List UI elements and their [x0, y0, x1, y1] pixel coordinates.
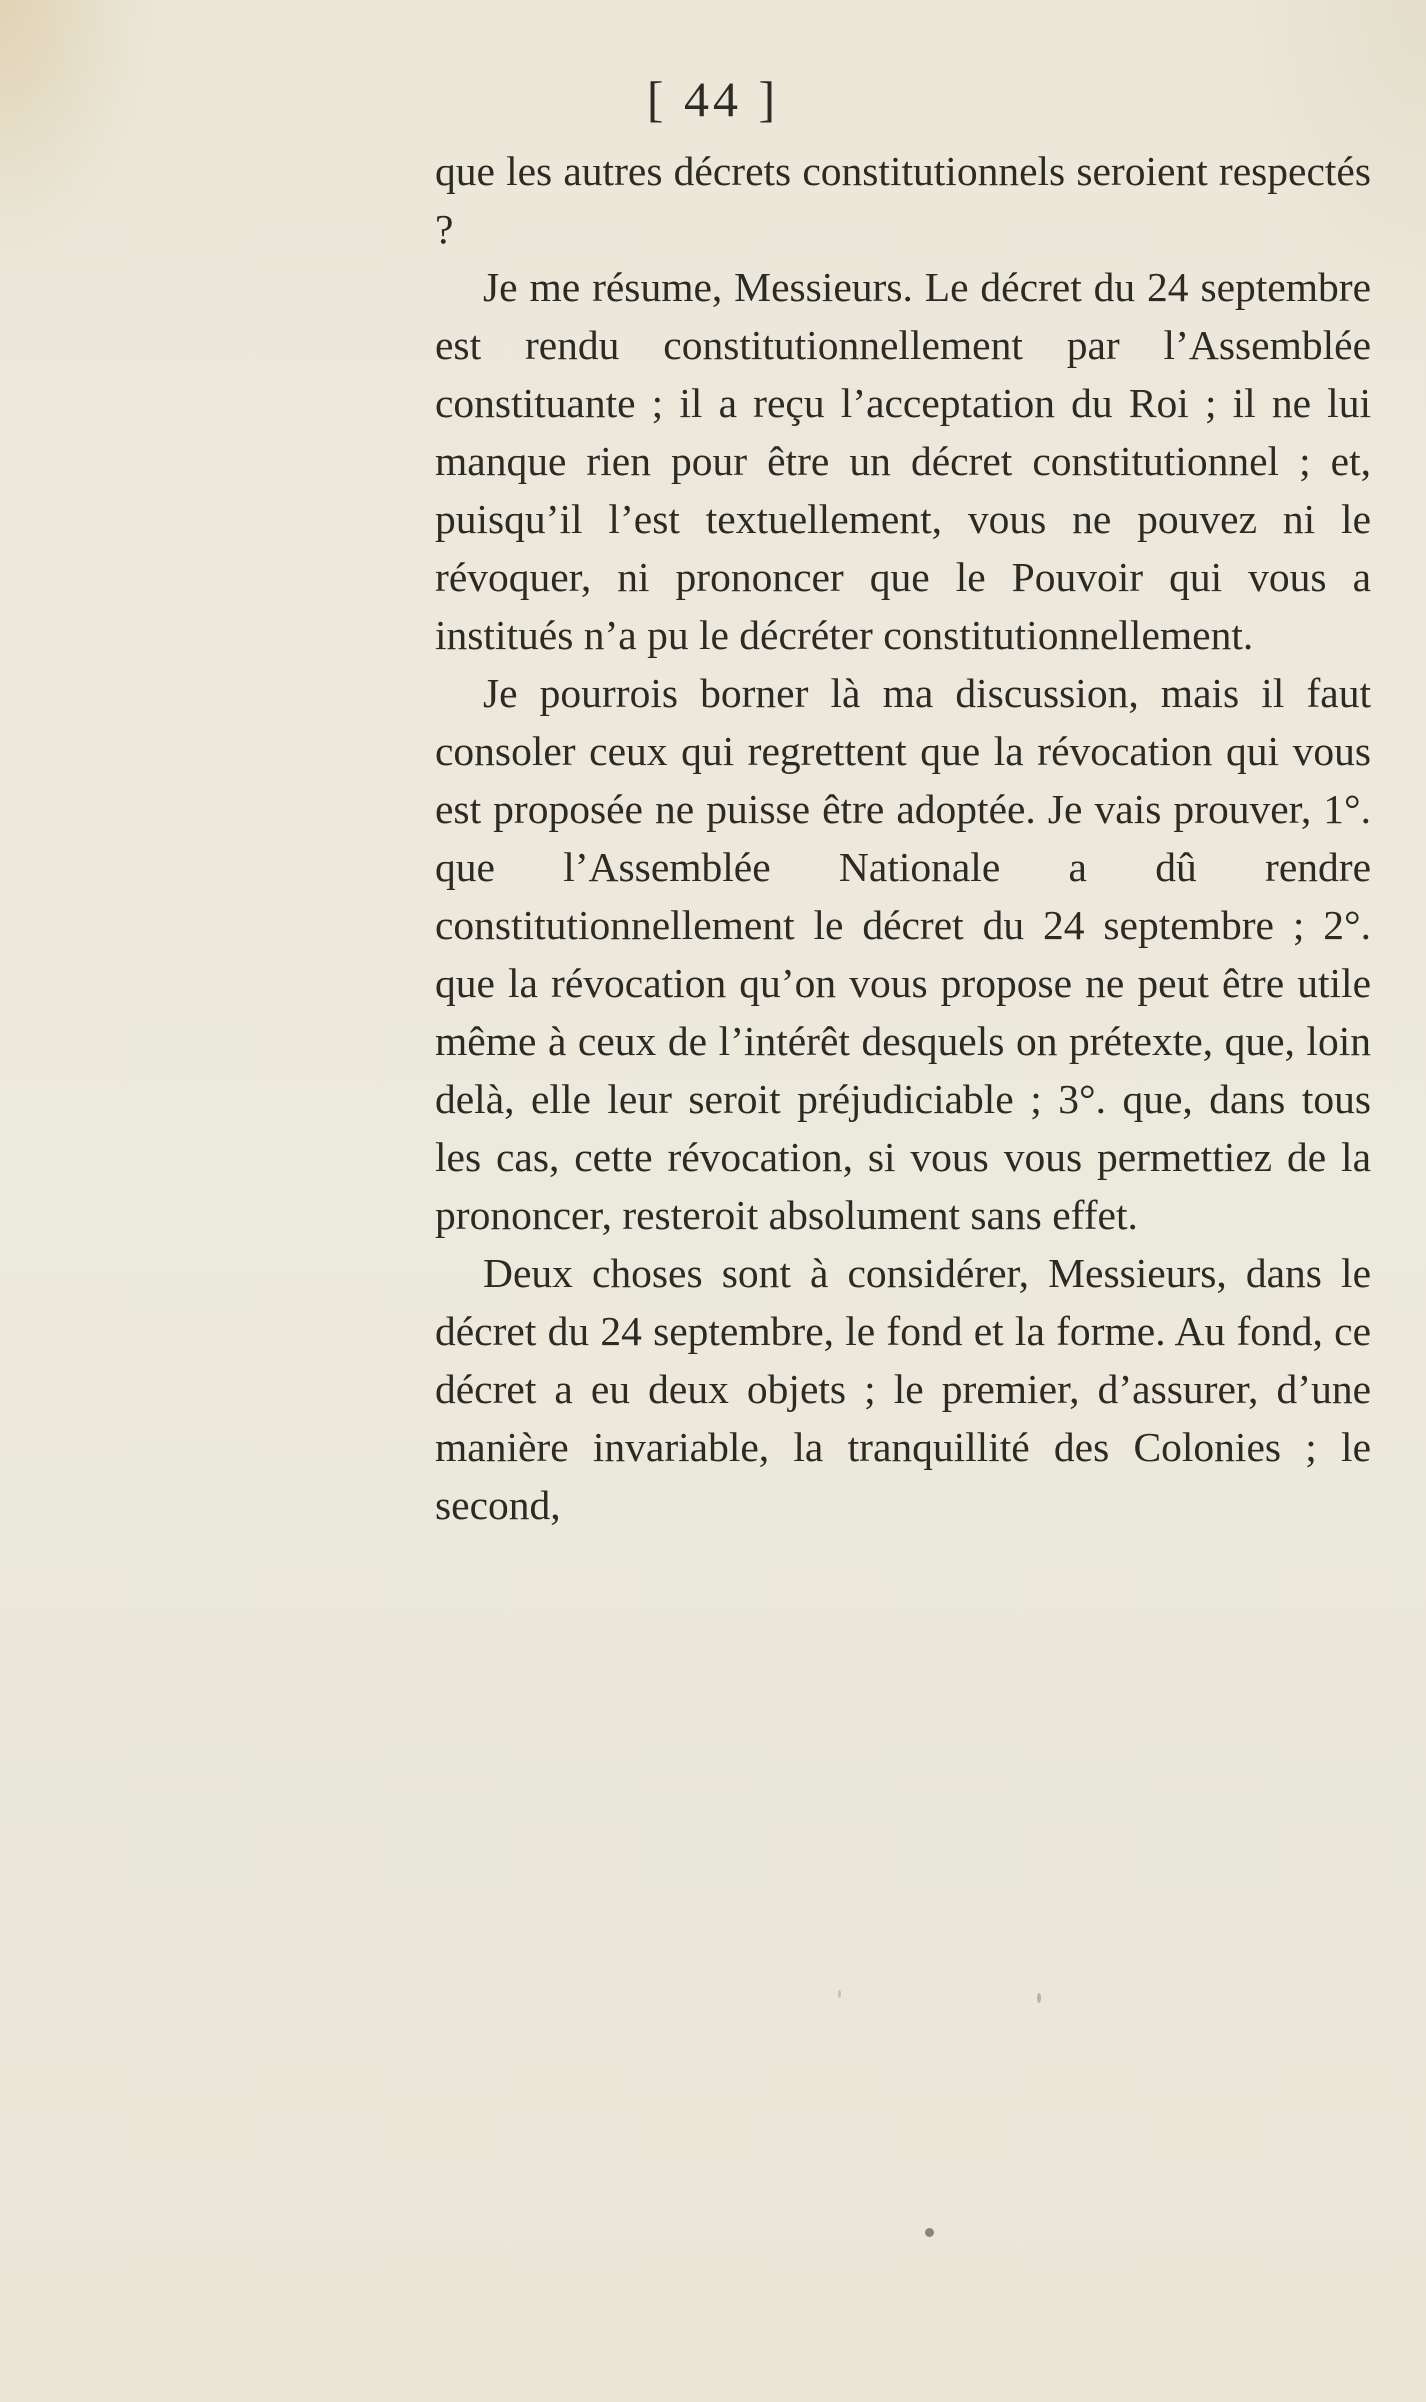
- page-number: [ 44 ]: [646, 71, 780, 127]
- paper-speck: [838, 1990, 841, 1998]
- paragraph-3: Je pourrois borner là ma discussion, mais il faut consoler ceux qui regrettent que la révocation qui vous est proposée ne puisse être adoptée. Je vais prouver, 1°. que l’Assemblée Nationale a dû rendre constitutionnellement le décret du 24 septembre ; 2°. que la révocation qu’on vous propose ne peut être utile même à ceux de l’intérêt desquels on prétexte, que, loin delà, elle leur seroit préjudiciable ; 3°. que, dans tous les cas, cette révocation, si vous vous permettiez de la prononcer, resteroit absolument sans effet.: [435, 670, 1371, 1238]
- paragraph-2: Je me résume, Messieurs. Le décret du 24 septembre est rendu constitutionnellement par l’Assemblée constituante ; il a reçu l’acceptation du Roi ; il ne lui manque rien pour être un décret constitutionnel ; et, puisqu’il l’est textuellement, vous ne pouvez ni le révoquer, ni prononcer que le Pouvoir qui vous a institués n’a pu le décréter constitutionnellement.: [435, 264, 1371, 658]
- paper-speck: [1037, 1993, 1041, 2003]
- paragraph-4: Deux choses sont à considérer, Messieurs, dans le décret du 24 septembre, le fond et la forme. Au fond, ce décret a eu deux objets ; le premier, d’assurer, d’une manière invariable, la tranquillité des Colonies ; le second,: [435, 1250, 1371, 1528]
- body-text: [435, 142, 1371, 1534]
- paper-speck: [925, 2228, 934, 2237]
- paragraph-1: que les autres décrets constitutionnels seroient respectés ?: [435, 148, 1371, 252]
